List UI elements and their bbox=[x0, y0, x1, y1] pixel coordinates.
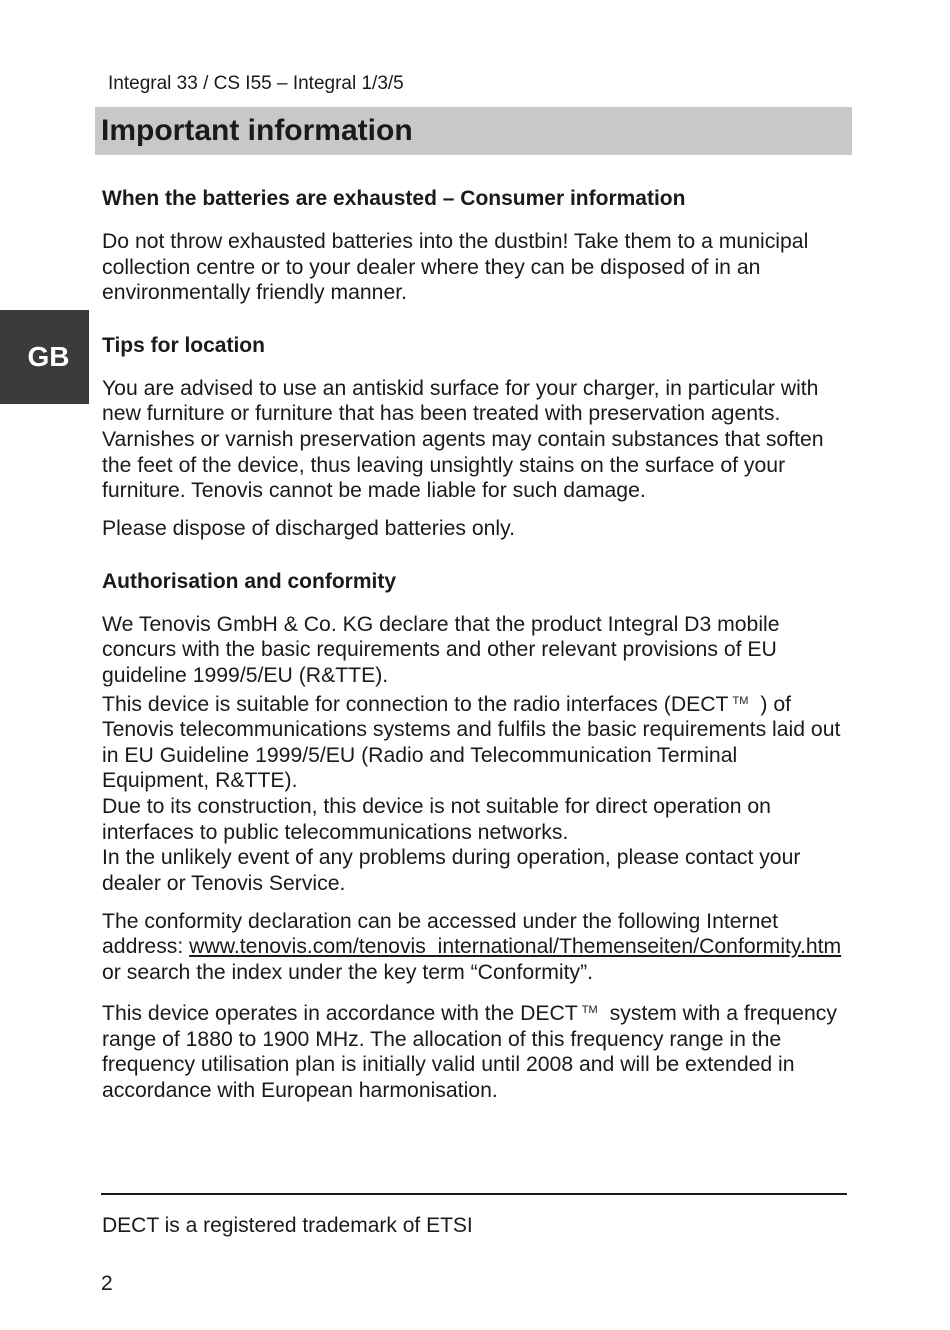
footnote-divider bbox=[101, 1193, 847, 1195]
declaration-text: We Tenovis GmbH & Co. KG declare that the product Integral D3 mobile concurs with the basic requirements and other relevant provisions of EU guideline 1999/5/EU (R&TTE). bbox=[102, 612, 780, 688]
section-authorisation bbox=[102, 569, 850, 1104]
section-heading-location: Tips for location bbox=[102, 333, 265, 357]
title-bar bbox=[95, 107, 852, 155]
section-heading-authorisation: Authorisation and conformity bbox=[102, 569, 396, 593]
footnote: DECT is a registered trademark of ETSI bbox=[102, 1214, 473, 1237]
radio-interface-text-cont: ) of Tenovis telecommunications systems and fulfils the basic requirements laid out in EU Guideline 1999/5/EU (Radio and Telecommunication Terminal Equipment, R&TTE). bbox=[102, 692, 841, 793]
batteries-paragraph: Do not throw exhausted batteries into the dustbin! Take them to a municipal collection centre or to your dealer where they can be disposed of in an environmentally friendly manner. bbox=[102, 230, 809, 305]
conformity-link[interactable]: www.tenovis.com/tenovis_international/Themenseiten/Conformity.htm bbox=[189, 935, 842, 959]
location-paragraph: You are advised to use an antiskid surface for your charger, in particular with new furniture or furniture that has been treated with preservation agents. Varnishes or varnish preservation agents may contain substances that soften the feet of the device, thus leaving unsightly stains on the surface of your furniture. Tenovis cannot be made liable for such damage. bbox=[102, 376, 824, 503]
frequency-text-cont: system with a frequency range of 1880 to 1900 MHz. The allocation of this frequency range in the frequency utilisation plan is initially valid until 2008 and will be extended in accordance with European harmonisation. bbox=[102, 1002, 837, 1102]
section-heading-batteries: When the batteries are exhausted – Consumer information bbox=[102, 187, 686, 210]
trademark-symbol: TM bbox=[732, 694, 749, 707]
conformity-text-cont: or search the index under the key term “Conformity”. bbox=[102, 961, 594, 985]
main-content bbox=[102, 186, 850, 1104]
frequency-text: This device operates in accordance with the DECT bbox=[102, 1002, 578, 1026]
language-tab bbox=[0, 310, 89, 404]
section-batteries bbox=[102, 186, 850, 306]
radio-interface-text: This device is suitable for connection to the radio interfaces (DECT bbox=[102, 692, 729, 716]
language-tab-label: GB bbox=[27, 341, 70, 372]
trademark-symbol: TM bbox=[581, 1004, 598, 1017]
conformity-paragraph bbox=[102, 909, 850, 986]
authorisation-paragraph bbox=[102, 612, 850, 897]
running-head: Integral 33 / CS I55 – Integral 1/3/5 bbox=[108, 73, 404, 94]
section-location bbox=[102, 333, 850, 542]
conformity-text: The conformity declaration can be accessed under the following Internet address: bbox=[102, 909, 779, 959]
problems-text: In the unlikely event of any problems during operation, please contact your dealer or Tenovis Service. bbox=[102, 846, 801, 895]
frequency-paragraph bbox=[102, 998, 850, 1103]
construction-text: Due to its construction, this device is not suitable for direct operation on interfaces to public telecommunications networks. bbox=[102, 795, 771, 844]
page-title: Important information bbox=[101, 114, 413, 147]
location-paragraph-2: Please dispose of discharged batteries only. bbox=[102, 517, 516, 541]
page-number: 2 bbox=[101, 1272, 113, 1295]
